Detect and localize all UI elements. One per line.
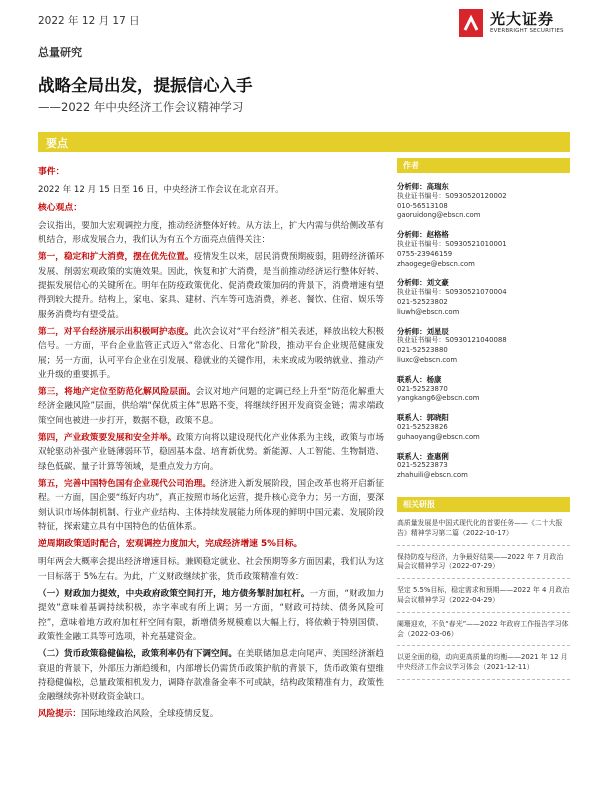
main-content — [38, 163, 384, 725]
view-heading: 核心观点： — [38, 202, 82, 213]
point-2 — [38, 325, 384, 382]
point-5 — [38, 477, 384, 534]
analyst-phone: 0755-23946159 — [397, 249, 453, 258]
event-heading: 事件： — [38, 167, 65, 177]
policy-heading: 逆周期政策适时配合，宏观调控力度加大，完成经济增速 5%目标。 — [38, 539, 303, 550]
authors-heading: 作者 — [397, 158, 570, 173]
analyst-cert: 执业证书编号：S0930521010001 — [397, 239, 507, 248]
contact-name: 联系人：查惠俐 — [397, 451, 449, 461]
risk-lead: 风险提示： — [38, 709, 81, 720]
monetary-paragraph — [38, 647, 384, 704]
monetary-body: 在美联储加息走向尾声、美国经济渐趋衰退的背景下，外部压力渐趋缓和，内部增长仍需货币政策护航的背景下，货币政策有望维持稳健偏松，总量政策相机发力，调降存款准备金率不可或缺，结构政策精准有力，政策性金融继续弥补财政资金缺口。 — [38, 649, 384, 703]
analyst-card — [397, 278, 570, 317]
point-1-lead: 第一，稳定和扩大消费，摆在优先位置。 — [38, 252, 194, 263]
point-2-body: 此次会议对“平台经济”相关表述，释放出较大积极信号。一方面，平台企业监管正式迈入“常态化、日常化”阶段，推动平台企业规范健康发展；另一方面，认可平台企业在引发展、稳就业的关键作用，未来或成为吸纳就业、推动产业升级的重要抓手。 — [38, 326, 384, 380]
analyst-card — [397, 327, 570, 366]
analyst-phone: 010-56513108 — [397, 201, 448, 210]
key-points-label: 要点 — [46, 137, 68, 150]
point-5-body: 经济进入新发展阶段，国企改革也将开启新征程。一方面，国企要“练好内功”，真正按照市场化运营，提升核心竞争力；另一方面，要深刻认识市场体制机制、行业产业结构、主体持续发展能力所体现的鲜明中国元素、发展阶段特征，探索建立具有中国特色的估值体系。 — [38, 478, 384, 532]
contact-card — [397, 375, 570, 404]
related-report-item[interactable]: 阑珊迎欢，不负“春光”——2022 年政府工作报告学习体会（2022-03-06） — [397, 620, 570, 647]
intro-paragraph: 会议指出，要加大宏观调控力度，推动经济整体好转。从方法上，扩大内需与供给侧改革有机结合，形成发展合力，我们认为有五个方面亮点值得关注： — [38, 220, 384, 246]
related-report-item[interactable]: 以更全面的稳，动向更高质量的均衡——2021 年 12 月中央经济工作会议学习体会（2021-12-11） — [397, 653, 570, 680]
fiscal-lead: （一）财政加力提效，中央政府政策空间打开，地方债务掣肘加杠杆。 — [38, 589, 310, 600]
analyst-name: 分析师：赵格格 — [397, 230, 449, 240]
report-title: 战略全局出发，提振信心入手 — [38, 76, 253, 95]
monetary-lead: （二）货币政策稳健偏松，政策利率仍有下调空间。 — [38, 649, 237, 660]
contact-card — [397, 452, 570, 481]
point-3-lead: 第三，将地产定位至防范化解风险层面。 — [38, 387, 196, 398]
contact-email[interactable]: yangkang6@ebscn.com — [397, 394, 480, 403]
contact-name: 联系人：杨康 — [397, 374, 442, 384]
logo-name-en: EVERBRIGHT SECURITIES — [490, 28, 564, 34]
analyst-name: 分析师：高瑞东 — [397, 182, 449, 191]
analyst-email[interactable]: gaoruidong@ebscn.com — [397, 211, 481, 220]
contact-name: 联系人：郭晓阳 — [397, 413, 449, 423]
analyst-name: 分析师：刘星辰 — [397, 326, 449, 336]
company-logo — [458, 6, 576, 42]
point-5-lead: 第五，完善中国特色国有企业现代公司治理。 — [38, 478, 212, 489]
analyst-cert: 执业证书编号：S0930121040088 — [397, 336, 507, 345]
point-3-body: 会议对地产问题的定调已经上升至“防范化解重大经济金融风险”层面，供给端“保优质主体”思路不变，将继续纾困开发商资金链；需求端政策空间也被进一步打开，数据不稳，政策不息。 — [38, 387, 384, 426]
sidebar — [397, 158, 570, 680]
logo-name-cn: 光大证券 — [490, 10, 555, 28]
point-1 — [38, 250, 384, 321]
analyst-phone: 021-52523880 — [397, 346, 448, 355]
risk-paragraph — [38, 707, 384, 721]
contact-card — [397, 413, 570, 442]
related-reports — [397, 497, 570, 680]
event-text: 2022 年 12 月 15 日至 16 日，中央经济工作会议在北京召开。 — [38, 185, 284, 196]
analyst-name: 分析师：刘文豪 — [397, 278, 449, 288]
report-date: 2022 年 12 月 17 日 — [38, 15, 140, 27]
analyst-email[interactable]: liuxc@ebscn.com — [397, 355, 458, 364]
analyst-email[interactable]: zhaogege@ebscn.com — [397, 259, 475, 268]
point-4-lead: 第四，产业政策要发展和安全并举。 — [38, 433, 177, 444]
analyst-cert: 执业证书编号：S0930521070004 — [397, 288, 507, 297]
analyst-cert: 执业证书编号：S0930520120002 — [397, 191, 507, 200]
report-category: 总量研究 — [38, 46, 82, 59]
related-heading: 相关研报 — [397, 497, 570, 512]
point-4-body: 政策方向将以建设现代化产业体系为主线，政策与市场双轮驱动补强产业链薄弱环节，稳固基本盘、培育新优势。新能源、人工智能、生物制造、绿色低碳、量子计算等领域，是重点发力方向。 — [38, 433, 384, 472]
point-3 — [38, 385, 384, 428]
report-subtitle: ——2022 年中央经济工作会议精神学习 — [38, 100, 244, 114]
point-1-body: 疫情发生以来，居民消费预期疲弱，阻碍经济循环发展、削弱宏观政策的实施效果。因此，恢复和扩大消费，是当前推动经济运行整体好转、提振发展信心的关键所在。明年在防疫政策优化、促消费政策加码的背景下，消费增速有望得到较大提升。结构上，家电、家具、建材、汽车等可选消费，养老、餐饮、住宿、娱乐等服务消费均有望受益。 — [38, 252, 384, 320]
analyst-card — [397, 182, 570, 221]
point-2-lead: 第二，对平台经济展示出积极呵护态度。 — [38, 326, 194, 337]
key-points-band — [38, 132, 570, 152]
policy-intro: 明年两会大概率会提出经济增速目标。兼顾稳定就业、社会预期等多方面因素，我们认为这一目标落于 5%左右。为此，广义财政继续扩张，货币政策精准有效： — [38, 557, 384, 582]
related-report-item[interactable]: 保持防疫与经济，力争最好结果——2022 年 7 月政治局会议精神学习（2022-07-29） — [397, 553, 570, 580]
contact-email[interactable]: zhahuili@ebscn.com — [397, 471, 468, 480]
fiscal-body: 一方面，“财政加力提效”意味着基调持续积极，赤字率或有所上调；另一方面，“财政可持续、债务风险可控”，意味着地方政府加杠杆空间有限，新增债务规模难以大幅上行，将依赖于特别国债、政策性金融工具等可选项，补充基建资金。 — [38, 589, 384, 642]
fiscal-paragraph — [38, 587, 384, 644]
contact-email[interactable]: guhaoyang@ebscn.com — [397, 432, 480, 441]
related-report-item[interactable]: 高质量发展是中国式现代化的首要任务——《二十大报告》精神学习第二篇（2022-10-17） — [397, 519, 570, 546]
contact-phone: 021-52523870 — [397, 384, 448, 393]
contact-phone: 021-52523873 — [397, 461, 448, 470]
analyst-phone: 021-52523802 — [397, 297, 448, 306]
brand-mark-icon — [458, 8, 484, 38]
analyst-email[interactable]: liuwh@ebscn.com — [397, 307, 460, 316]
risk-body: 国际地缘政治风险，全球疫情反复。 — [80, 709, 219, 720]
contact-phone: 021-52523826 — [397, 422, 448, 431]
analyst-card — [397, 230, 570, 269]
point-4 — [38, 431, 384, 474]
related-report-item[interactable]: 坚定 5.5%目标，稳定需求和预期——2022 年 4 月政治局会议精神学习（2022-04-29） — [397, 586, 570, 613]
